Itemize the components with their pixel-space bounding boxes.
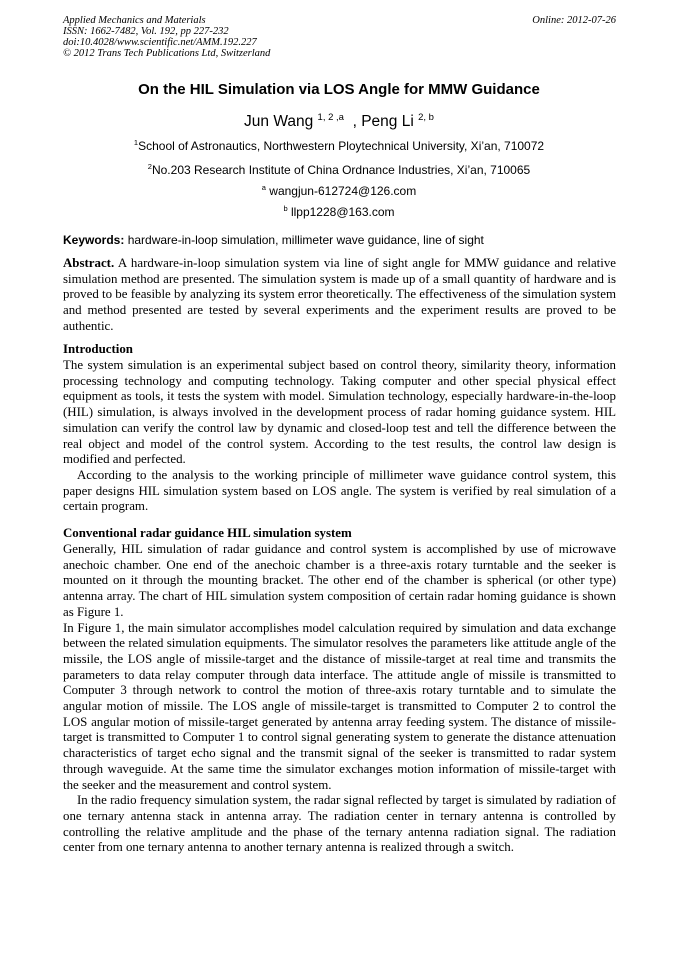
author-separator: , [352,113,357,130]
conventional-paragraph-1: Generally, HIL simulation of radar guidance and control system is accomplished by use of microwave anechoic chamber. One end of the anechoic chamber is a three-axis rotary turntable and the seeker is mounted on it through the mounting bracket. The other end of the chamber is spherical (or other type) antenna array. The chart of HIL simulation system composition of certain radar homing guidance is shown as Figure 1. [63,542,616,619]
affiliation-2-text: No.203 Research Institute of China Ordnance Industries, Xi’an, 710065 [151,163,531,177]
author-1-name: Jun Wang [244,113,314,130]
abstract [63,256,616,335]
introduction-section [63,358,616,515]
affiliation-2 [0,162,678,177]
journal-name: Applied Mechanics and Materials [63,15,206,26]
email-2 [0,204,678,219]
email-1-mark: a [261,183,266,192]
introduction-paragraph-1: The system simulation is an experimental subject based on control theory, similarity theory, information processing technology and computing technology. Taking computer and other special physical effect equipment as tools, it tests the system with model. Simulation technology, especially hardware-in-the-loop (HIL) simulation, is always involved in the development process of radar homing guidance system. HIL simulation can verify the control law by dynamic and closed-loop test and tell the difference between the real object and model of the control system. According to the test results, the control law design is modified and perfected. [63,358,616,467]
affiliation-1-mark: 1 [133,138,139,147]
email-2-address: llpp1228@163.com [290,205,395,219]
abstract-label: Abstract. [63,256,115,270]
keywords-text: hardware-in-loop simulation, millimeter wave guidance, line of sight [127,233,484,247]
copyright-line: © 2012 Trans Tech Publications Ltd, Switzerland [63,48,271,59]
email-2-mark: b [283,204,288,213]
introduction-heading: Introduction [63,342,133,356]
publication-header [63,15,616,59]
author-1-affiliation-marks: 1, 2 ,a [317,112,344,123]
issn-line: ISSN: 1662-7482, Vol. 192, pp 227-232 [63,26,229,37]
keywords [63,233,616,247]
online-date: Online: 2012-07-26 [532,15,616,26]
conventional-paragraph-2: In Figure 1, the main simulator accomplishes model calculation required by simulation and data exchange between the related simulation equipments. The simulator resolves the parameters like attitude angle of the missile, the LOS angle of missile-target and the distance of missile-target at real time and transmits the parameters to data relay computer through data interface. The attitude angle of missile is transmitted to Computer 3 through network to control the motion of three-axis rotary turntable and to simulate the angular motion of missile. The LOS angle of missile-target is transmitted to Computer 2 to control the LOS angular motion of missile-target generated by antenna array feeding system. The distance of missile-target is transmitted to Computer 1 to control signal generating system to generate the distance attenuation characteristics of target echo signal and the transmit signal of the seeker is transmitted to radar system through waveguide. At the same time the simulator exchanges motion information of missile-target with the seeker and the measurement and control system. [63,620,616,792]
email-1 [0,183,678,198]
paper-title: On the HIL Simulation via LOS Angle for MMW Guidance [138,81,540,98]
abstract-text: A hardware-in-loop simulation system via line of sight angle for MMW guidance and relative simulation method are presented. The simulation system is made up of a small quantity of hardware and is proved to be feasible by analyzing its system error theoretically. The effectiveness of the simulation system and method presented are tested by several experiments and the experiment results are proved to be authentic. [63,256,616,333]
introduction-paragraph-2: According to the analysis to the working principle of millimeter wave guidance control system, this paper designs HIL simulation system based on LOS angle. The system is verified by real simulation of a certain program. [63,467,616,514]
author-2-name: Peng Li [361,113,414,130]
keywords-label: Keywords: [63,233,125,247]
conventional-section [63,542,616,856]
doi-line: doi:10.4028/www.scientific.net/AMM.192.227 [63,37,257,48]
affiliation-1-text: School of Astronautics, Northwestern Ploytechnical University, Xi’an, 710072 [138,139,545,153]
email-1-address: wangjun-612724@126.com [269,184,417,198]
conventional-heading: Conventional radar guidance HIL simulation system [63,526,352,540]
affiliation-2-mark: 2 [147,162,152,171]
conventional-paragraph-3: In the radio frequency simulation system, the radar signal reflected by target is simulated by radiation of one ternary antenna stack in antenna array. The radiation center in ternary antenna is controlled by controlling the relative amplitude and the phase of the ternary antenna radiation signal. The radiation center from one ternary antenna to another ternary antenna is realized through a switch. [63,793,616,855]
affiliation-1 [0,138,678,153]
author-line [0,112,678,131]
author-2-affiliation-marks: 2, b [418,112,434,123]
